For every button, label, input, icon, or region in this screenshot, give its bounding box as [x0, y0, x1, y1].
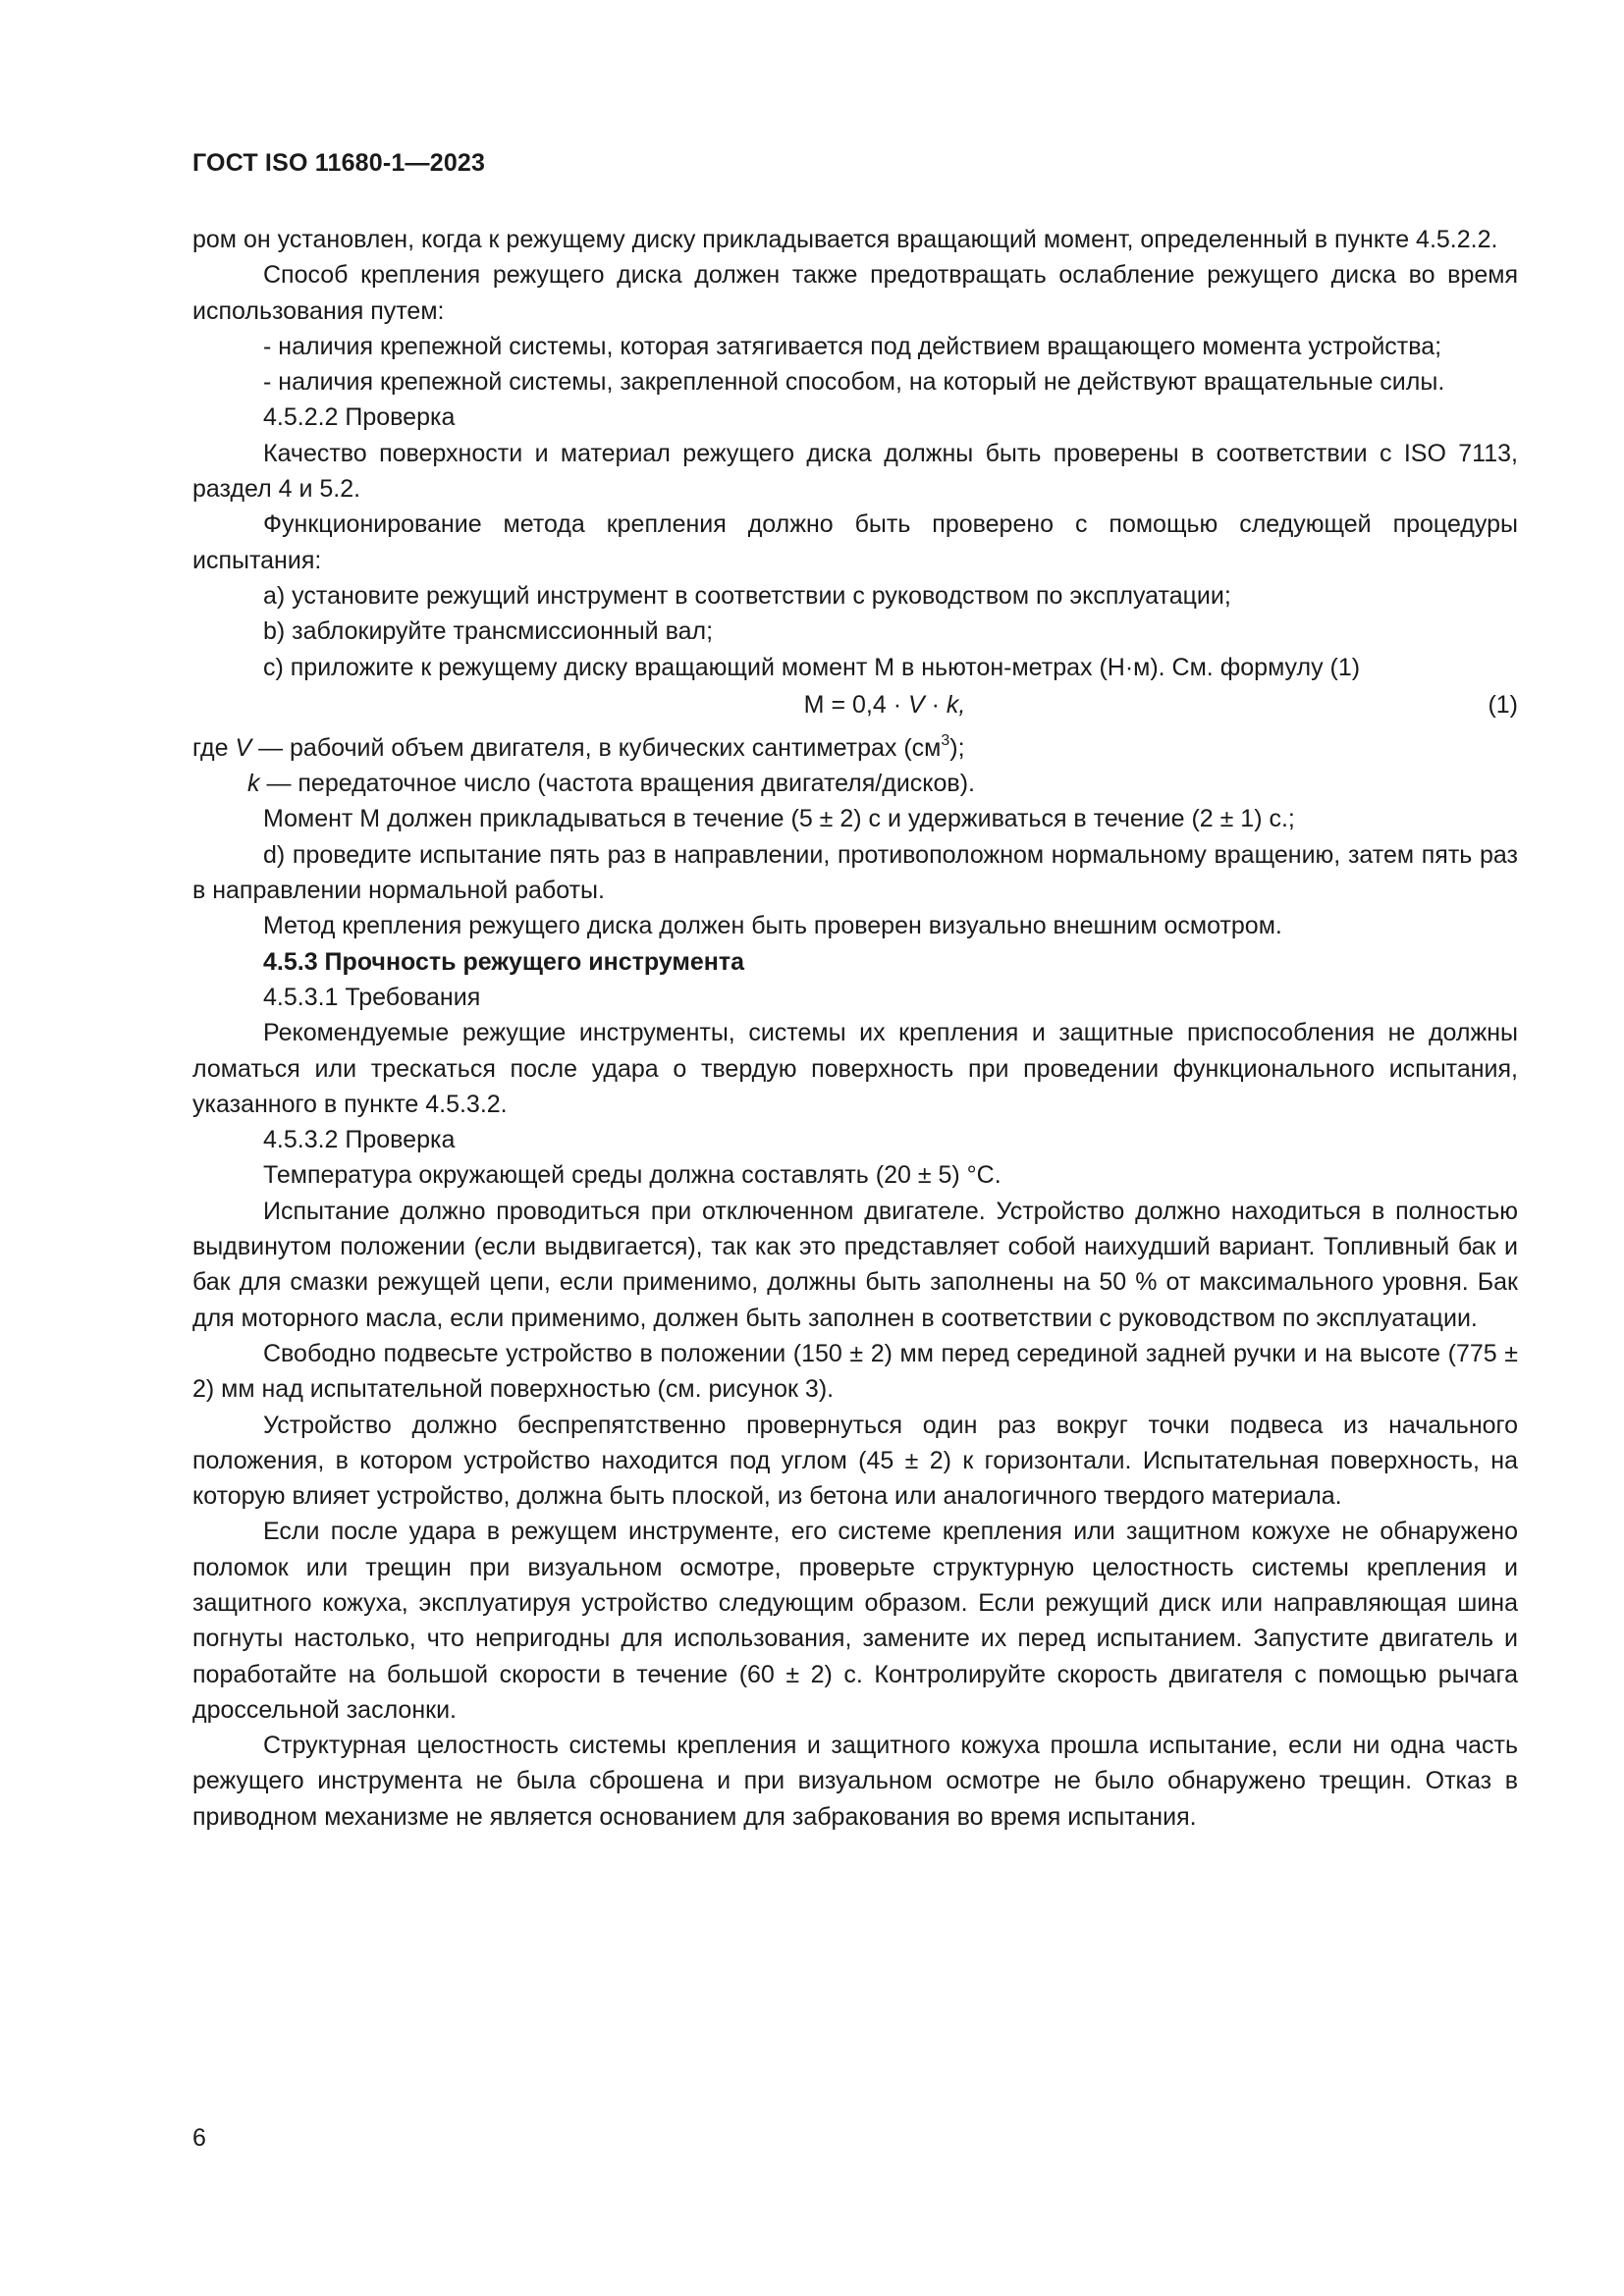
section-heading: 4.5.3 Прочность режущего инструмента: [263, 947, 745, 976]
paragraph: Способ крепления режущего диска должен также предотвращать ослабление режущего диска во время использования путем:: [192, 261, 1518, 325]
page-number: 6: [192, 2124, 206, 2152]
list-item: b) заблокируйте трансмиссионный вал;: [263, 617, 714, 646]
formula-legend-k: k — передаточное число (частота вращения двигателя/дисков).: [247, 770, 975, 798]
formula-expression: М = 0,4 · V · k,: [803, 690, 966, 719]
list-item: c) приложите к режущему диску вращающий момент М в ньютон-метрах (Н·м). См. формулу (1): [263, 653, 1361, 681]
formula-number: (1): [1488, 690, 1518, 719]
subsection-heading: 4.5.2.2 Проверка: [263, 403, 456, 432]
subsection-heading: 4.5.3.2 Проверка: [263, 1126, 456, 1154]
paragraph: Свободно подвесьте устройство в положении (150 ± 2) мм перед серединой задней ручки и на высоте (775 ± 2) мм над испытательной поверхностью (см. рисунок 3).: [192, 1339, 1518, 1404]
paragraph: Момент М должен прикладываться в течение (5 ± 2) с и удерживаться в течение (2 ± 1) с.;: [263, 805, 1295, 833]
subsection-heading: 4.5.3.1 Требования: [263, 983, 481, 1011]
list-item: a) установите режущий инструмент в соответствии с руководством по эксплуатации;: [263, 581, 1231, 610]
paragraph: Структурная целостность системы крепления и защитного кожуха прошла испытание, если ни одна часть режущего инструмента не была сброшена и при визуальном осмотре не было обнаружено трещин. Отказ в приводном механизме не является основанием для забракования во время испытания.: [192, 1732, 1518, 1831]
paragraph: Если после удара в режущем инструменте, его системе крепления или защитном кожухе не обнаружено поломок или трещин при визуальном осмотре, проверьте структурную целостность системы крепления и защитного кожуха, эксплуатируя устройство следующим образом. Если режущий диск или направляющая шина погнуты настолько, что непригодны для использования, замените их перед испытанием. Запустите двигатель и поработайте на большой скорости в течение (60 ± 2) с. Контролируйте скорость двигателя с помощью рычага дроссельной заслонки.: [192, 1518, 1518, 1724]
paragraph: Функционирование метода крепления должно быть проверено с помощью следующей процедуры испытания:: [192, 510, 1518, 574]
formula-legend-v: где V — рабочий объем двигателя, в кубических сантиметрах $(см^3)$;: [192, 731, 965, 762]
formula: [192, 687, 1518, 724]
document-header: ГОСТ ISO 11680-1—2023: [192, 149, 486, 177]
paragraph: Испытание должно проводиться при отключенном двигателе. Устройство должно находиться в полностью выдвинутом положении (если выдвигается), так как это представляет собой наихудший вариант. Топливный бак и бак для смазки режущей цепи, если применимо, должны быть заполнены на 50 % от максимального уровня. Бак для моторного масла, если применимо, должен быть заполнен в соответствии с руководством по эксплуатации.: [192, 1197, 1518, 1332]
paragraph: ром он установлен, когда к режущему диску прикладывается вращающий момент, определенный в пункте 4.5.2.2.: [192, 226, 1498, 253]
list-item: - наличия крепежной системы, которая затягивается под действием вращающего момента устройства;: [263, 332, 1442, 360]
list-item: - наличия крепежной системы, закрепленной способом, на который не действуют вращательные силы.: [263, 368, 1445, 397]
document-body: [192, 222, 1518, 1835]
paragraph: Качество поверхности и материал режущего диска должны быть проверены в соответствии с ISO 7113, раздел 4 и 5.2.: [192, 439, 1518, 504]
list-item: d) проведите испытание пять раз в направлении, противоположном нормальному вращению, затем пять раз в направлении нормальной работы.: [192, 840, 1518, 905]
paragraph: Температура окружающей среды должна составлять (20 ± 5) °С.: [263, 1161, 1001, 1190]
paragraph: Метод крепления режущего диска должен быть проверен визуально внешним осмотром.: [263, 912, 1282, 940]
paragraph: Устройство должно беспрепятственно провернуться один раз вокруг точки подвеса из начального положения, в котором устройство находится под углом (45 ± 2) к горизонтали. Испытательная поверхность, на которую влияет устройство, должна быть плоской, из бетона или аналогичного твердого материала.: [192, 1411, 1518, 1511]
paragraph: Рекомендуемые режущие инструменты, системы их крепления и защитные приспособления не должны ломаться или трескаться после удара о твердую поверхность при проведении функционального испытания, указанного в пункте 4.5.3.2.: [192, 1019, 1518, 1118]
